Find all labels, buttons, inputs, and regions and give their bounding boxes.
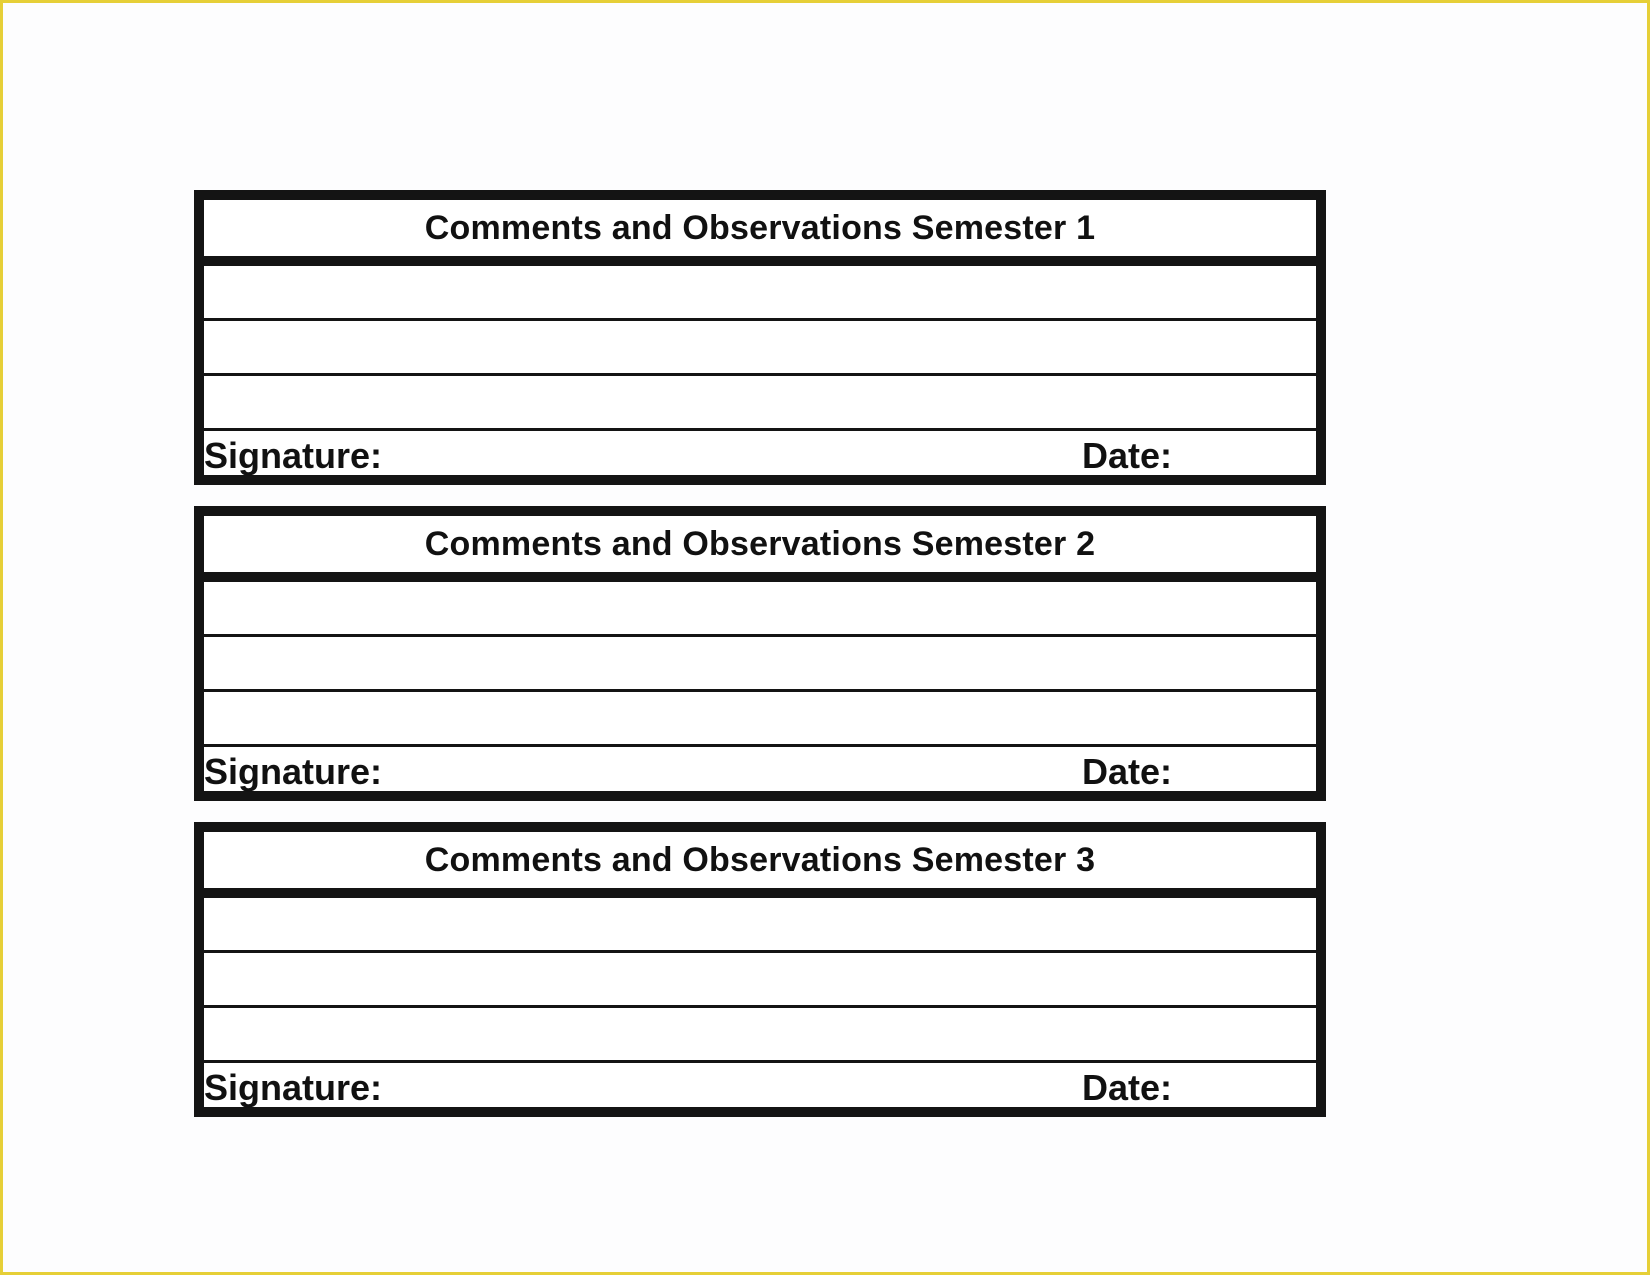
- signature-label: Signature:: [204, 1067, 383, 1108]
- comment-line[interactable]: [204, 637, 1316, 692]
- comment-line[interactable]: [204, 266, 1316, 321]
- semester-2-title: Comments and Observations Semester 2: [424, 524, 1096, 563]
- signature-label: Signature:: [204, 751, 383, 792]
- comment-line[interactable]: [204, 692, 1316, 747]
- comment-line[interactable]: [204, 898, 1316, 953]
- comment-line[interactable]: [204, 321, 1316, 376]
- semester-2-header: [204, 516, 1316, 582]
- semester-3-header: [204, 832, 1316, 898]
- semester-3-title: Comments and Observations Semester 3: [424, 840, 1096, 879]
- semester-1-title: Comments and Observations Semester 1: [424, 208, 1096, 247]
- signature-row: [204, 431, 1316, 480]
- semester-1-form-block: [194, 190, 1326, 485]
- signature-label: Signature:: [204, 435, 383, 476]
- semester-2-form-block: [194, 506, 1326, 801]
- date-label: Date:: [1082, 751, 1173, 792]
- comment-line[interactable]: [204, 1008, 1316, 1063]
- comment-line[interactable]: [204, 953, 1316, 1008]
- semester-1-header: [204, 200, 1316, 266]
- signature-row: [204, 747, 1316, 796]
- date-label: Date:: [1082, 1067, 1173, 1108]
- semester-3-form-block: [194, 822, 1326, 1117]
- comment-line[interactable]: [204, 582, 1316, 637]
- signature-row: [204, 1063, 1316, 1112]
- date-label: Date:: [1082, 435, 1173, 476]
- comment-line[interactable]: [204, 376, 1316, 431]
